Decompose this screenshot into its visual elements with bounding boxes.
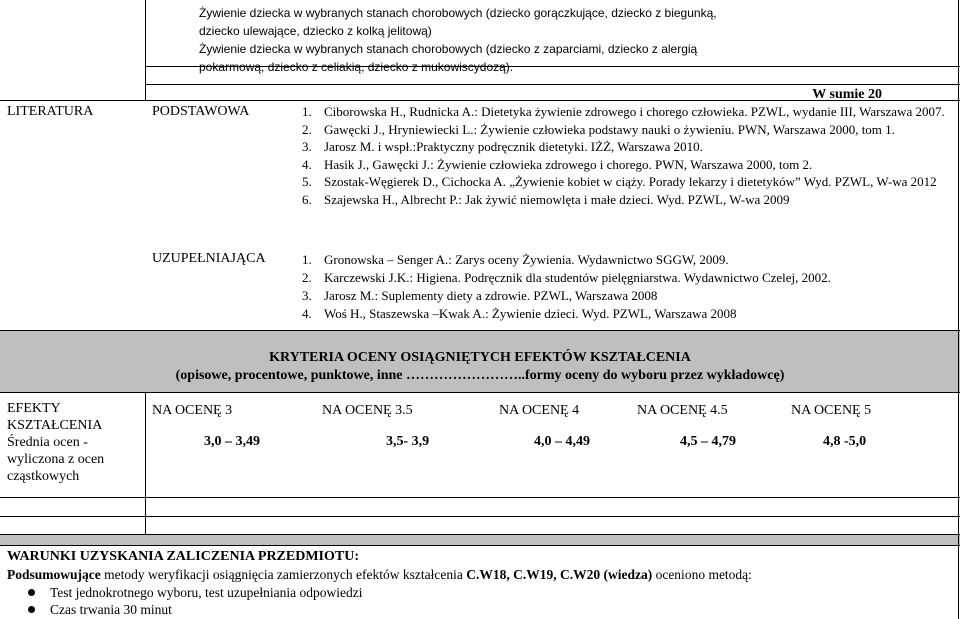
item-text: Jarosz M.: Suplementy diety a zdrowie. PZWL, Warszawa 2008 (324, 288, 658, 303)
list-item (302, 156, 952, 174)
list-item (302, 121, 952, 139)
item-number: 4. (302, 156, 312, 172)
supplementary-literature-list (302, 251, 952, 323)
literature-label: LITERATURA (7, 104, 94, 119)
item-text: Szostak-Węgierek D., Cichocka A. „Żywienie kobiet w ciąży. Porady lekarzy i dietetyków” Wyd. PZWL, W-wa 2012 (324, 174, 937, 189)
list-item: Czas trwania 30 minut (0, 601, 900, 618)
item-number: 3. (302, 288, 312, 303)
grade-4-label: NA OCENĘ 4 (499, 403, 580, 418)
item-number: 1. (302, 104, 312, 119)
topic-line-1: Żywienie dziecka w wybranych stanach chorobowych (dziecko gorączkujące, dziecko z biegunką, (199, 6, 717, 20)
item-text: Karczewski J.K.: Higiena. Podręcznik dla studentów pielęgniarstwa. Wydawnictwo Czelej, 2002. (324, 270, 831, 285)
list-item (302, 305, 952, 323)
grade-3-5-label: NA OCENĘ 3.5 (322, 403, 413, 418)
item-text: Gronowska – Senger A.: Zarys oceny Żywienia. Wydawnictwo SGGW, 2009. (324, 252, 729, 267)
list-item: Test jednokrotnego wyboru, test uzupełniania odpowiedzi (0, 584, 900, 601)
grade-3-label: NA OCENĘ 3 (152, 403, 233, 418)
grade-4-5-range: 4,5 – 4,79 (680, 434, 736, 449)
topic-line-2: dziecko ulewające, dziecko z kolką jelitową) (199, 24, 432, 38)
effects-label-line-1: EFEKTY (7, 401, 61, 416)
list-item (302, 287, 952, 305)
basic-literature-list (302, 103, 952, 208)
list-item (302, 138, 952, 156)
summary-bold: Podsumowujące (7, 567, 101, 582)
criteria-title: KRYTERIA OCENY OSIĄGNIĘTYCH EFEKTÓW KSZTAŁCENIA (269, 350, 691, 365)
list-item (302, 251, 952, 269)
summary-codes: C.W18, C.W19, C.W20 (wiedza) (466, 567, 653, 582)
topic-list (199, 4, 899, 76)
list-item (302, 173, 952, 191)
list-item (302, 269, 952, 287)
item-number: 6. (302, 191, 312, 207)
grade-5-label: NA OCENĘ 5 (791, 403, 872, 418)
criteria-spacer-band (0, 534, 960, 545)
item-number: 4. (302, 306, 312, 321)
list-item (302, 191, 952, 209)
item-number: 1. (302, 252, 312, 267)
grade-5-range: 4,8 -5,0 (823, 434, 867, 449)
avg-label-line-2: wyliczona z ocen (7, 452, 105, 467)
basic-literature-label: PODSTAWOWA (152, 104, 250, 119)
effects-label-line-2: KSZTAŁCENIA (7, 418, 103, 433)
total-hours: W sumie 20 (812, 87, 882, 102)
item-text: Jarosz M. i wspł.:Praktyczny podręcznik dietetyki. IŻŻ, Warszawa 2010. (324, 139, 703, 154)
avg-label-line-3: cząstkowych (7, 469, 80, 484)
list-item (302, 103, 952, 121)
grade-4-5-label: NA OCENĘ 4.5 (637, 403, 728, 418)
summary-text: metody weryfikacji osiągnięcia zamierzonych efektów kształcenia (100, 567, 467, 582)
grade-3-range: 3,0 – 3,49 (204, 434, 260, 449)
item-number: 2. (302, 121, 312, 137)
item-text: Szajewska H., Albrecht P.: Jak żywić niemowlęta i małe dzieci. Wyd. PZWL, W-wa 2009 (324, 191, 790, 207)
conditions-summary (7, 566, 752, 584)
avg-label-line-1: Średnia ocen - (7, 435, 88, 450)
item-number: 5. (302, 174, 312, 189)
conditions-bullets (0, 584, 900, 618)
effects-label (7, 400, 104, 485)
supplementary-literature-label: UZUPEŁNIAJĄCA (152, 251, 266, 266)
grade-4-range: 4,0 – 4,49 (534, 434, 590, 449)
item-number: 2. (302, 270, 312, 285)
criteria-subtitle: (opisowe, procentowe, punktowe, inne ……………………..formy oceny do wyboru przez wykładowcę) (175, 368, 785, 383)
summary-end: oceniono metodą: (652, 567, 752, 582)
topic-line-4: pokarmową, dziecko z celiakią, dziecko z mukowiscydozą). (199, 60, 514, 74)
grade-3-5-range: 3,5- 3,9 (386, 434, 430, 449)
topic-line-3: Żywienie dziecka w wybranych stanach chorobowych (dziecko z zaparciami, dziecko z alergią (199, 42, 698, 56)
item-text: Hasik J., Gawęcki J.: Żywienie człowieka zdrowego i chorego. PWN, Warszawa 2000, tom 2. (324, 156, 813, 172)
item-text: Ciborowska H., Rudnicka A.: Dietetyka żywienie zdrowego i chorego człowieka. PZWL, wydanie III, Warszawa 2007. (324, 104, 945, 119)
item-text: Gawęcki J., Hryniewiecki L.: Żywienie człowieka podstawy nauki o żywieniu. PWN, Warszawa 2000, tom 1. (324, 121, 895, 137)
item-text: Woś H., Staszewska –Kwak A.: Żywienie dzieci. Wyd. PZWL, Warszawa 2008 (324, 306, 737, 321)
conditions-title: WARUNKI UZYSKANIA ZALICZENIA PRZEDMIOTU: (7, 549, 359, 564)
item-number: 3. (302, 139, 312, 154)
